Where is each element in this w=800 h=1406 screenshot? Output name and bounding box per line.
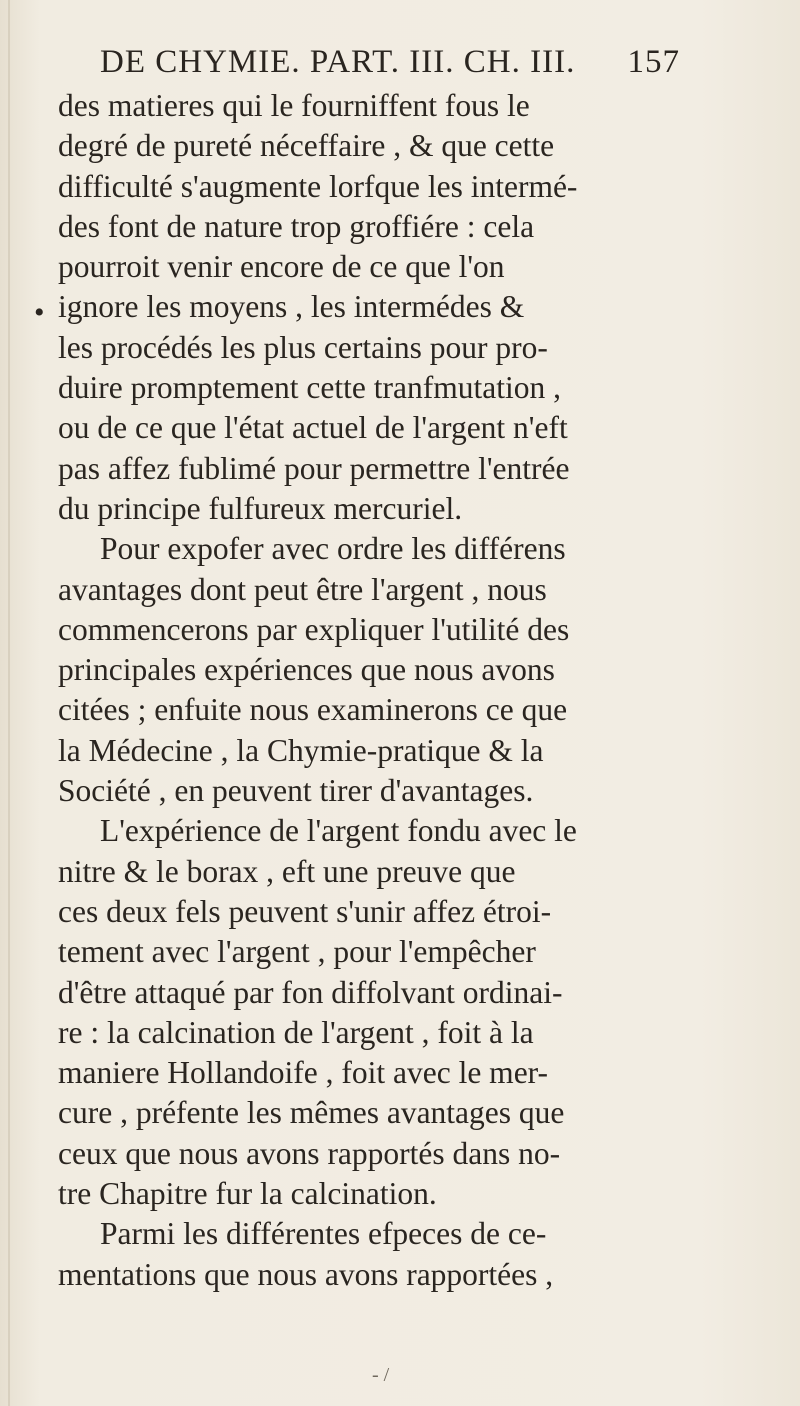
- text-line: ou de ce que l'état actuel de l'argent n'eft: [58, 410, 568, 446]
- text-line: ceux que nous avons rapportés dans no-: [58, 1135, 561, 1171]
- text-line: citées ; enfuite nous examinerons ce que: [58, 692, 568, 728]
- page-number: 157: [627, 44, 680, 80]
- gutter-line: [8, 0, 10, 1406]
- text-line: degré de pureté néceffaire , & que cette: [58, 128, 555, 164]
- text-line: principales expériences que nous avons: [58, 652, 555, 688]
- text-line: ces deux fels peuvent s'unir affez étroi-: [58, 893, 552, 929]
- text-line: des font de nature trop groffiére : cela: [58, 208, 535, 244]
- text-line: mentations que nous avons rapportées ,: [58, 1256, 554, 1292]
- text-line: duire promptement cette tranfmutation ,: [58, 370, 561, 406]
- text-line: Société , en peuvent tirer d'avantages.: [58, 773, 534, 809]
- margin-mark: •: [34, 296, 45, 329]
- text-line: avantages dont peut être l'argent , nous: [58, 571, 547, 607]
- text-line: cure , préfente les mêmes avantages que: [58, 1095, 565, 1131]
- text-line: la Médecine , la Chymie-pratique & la: [58, 732, 544, 768]
- text-line: pas affez fublimé pour permettre l'entrée: [58, 450, 570, 486]
- text-line: d'être attaqué par fon diffolvant ordinai-: [58, 974, 563, 1010]
- text-line: tre Chapitre fur la calcination.: [58, 1176, 437, 1212]
- text-line: ignore les moyens , les intermédes &: [58, 289, 525, 325]
- footer-mark: - /: [372, 1364, 390, 1386]
- text-line: pourroit venir encore de ce que l'on: [58, 249, 505, 285]
- text-line: du principe fulfureux mercuriel.: [58, 490, 463, 526]
- running-title: DE CHYMIE. PART. III. CH. III.: [100, 44, 576, 80]
- text-line: re : la calcination de l'argent , foit à la: [58, 1014, 534, 1050]
- text-line: Parmi les différentes efpeces de ce-: [100, 1216, 547, 1252]
- running-header: [100, 44, 680, 88]
- body-text: [58, 86, 658, 1295]
- text-line: des matieres qui le fourniffent fous le: [58, 88, 530, 123]
- text-line: Pour expofer avec ordre les différens: [100, 531, 566, 567]
- text-line: tement avec l'argent , pour l'empêcher: [58, 934, 536, 970]
- text-line: difficulté s'augmente lorfque les intermé-: [58, 168, 578, 204]
- text-line: L'expérience de l'argent fondu avec le: [100, 813, 577, 849]
- text-line: nitre & le borax , eft une preuve que: [58, 853, 516, 889]
- text-line: maniere Hollandoife , foit avec le mer-: [58, 1055, 549, 1091]
- text-line: les procédés les plus certains pour pro-: [58, 329, 548, 365]
- text-line: commencerons par expliquer l'utilité des: [58, 611, 570, 647]
